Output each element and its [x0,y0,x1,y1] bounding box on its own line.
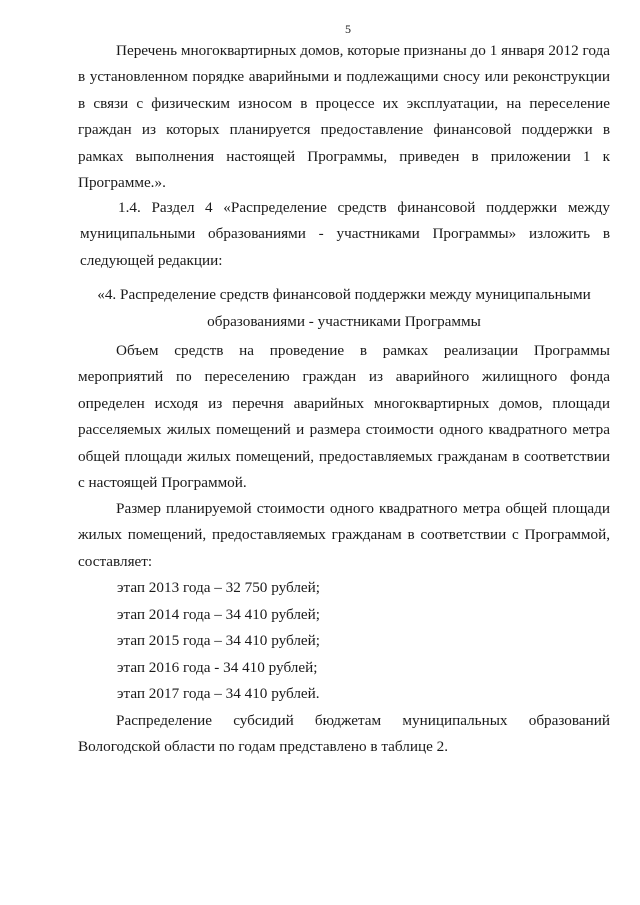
stage-cost-item: этап 2017 года – 34 410 рублей. [117,685,320,703]
paragraph-section-change: 1.4. Раздел 4 «Распределение средств финансовой поддержки между муниципальными образованиями - участниками Программы» изложить в следующей редакции: [80,199,610,269]
section-heading-line-1: «4. Распределение средств финансовой поддержки между муниципальными [97,286,591,303]
stage-cost-item: этап 2014 года – 34 410 рублей; [117,605,321,623]
section-heading-line-2: образованиями - участниками Программы [207,313,481,330]
page-number: 5 [345,22,351,36]
stage-cost-item: этап 2013 года – 32 750 рублей; [117,579,321,596]
paragraph-intro: Перечень многоквартирных домов, которые признаны до 1 января 2012 года в установленном порядке аварийными и подлежащими сносу или реконструкции в связи с физическим износом в процессе их эксплуатации, на переселение граждан из которых планируется предоставление финансовой поддержки в рамках выполнения настоящей Программы, приведен в приложении 1 к Программе.». [78,42,610,192]
stage-cost-item: этап 2015 года – 34 410 рублей; [117,632,321,650]
paragraph-volume: Объем средств на проведение в рамках реализации Программы мероприятий по переселению граждан из аварийного жилищного фонда определен исходя из перечня аварийных многоквартирных домов, площади расселяемых жилых помещений и размера стоимости одного квадратного метра общей площади жилых помещений, предоставляемых гражданам в соответствии с настоящей Программой. [78,342,610,492]
paragraph-cost-size: Размер планируемой стоимости одного квадратного метра общей площади жилых помещений, предоставляемых гражданам в соответствии с Программой, составляет: [78,500,610,570]
paragraph-distribution: Распределение субсидий бюджетам муниципальных образований Вологодской области по годам представлено в таблице 2. [78,712,610,756]
stage-cost-item: этап 2016 года - 34 410 рублей; [117,658,318,676]
section-heading [78,281,610,335]
stage-cost-list [117,575,320,708]
